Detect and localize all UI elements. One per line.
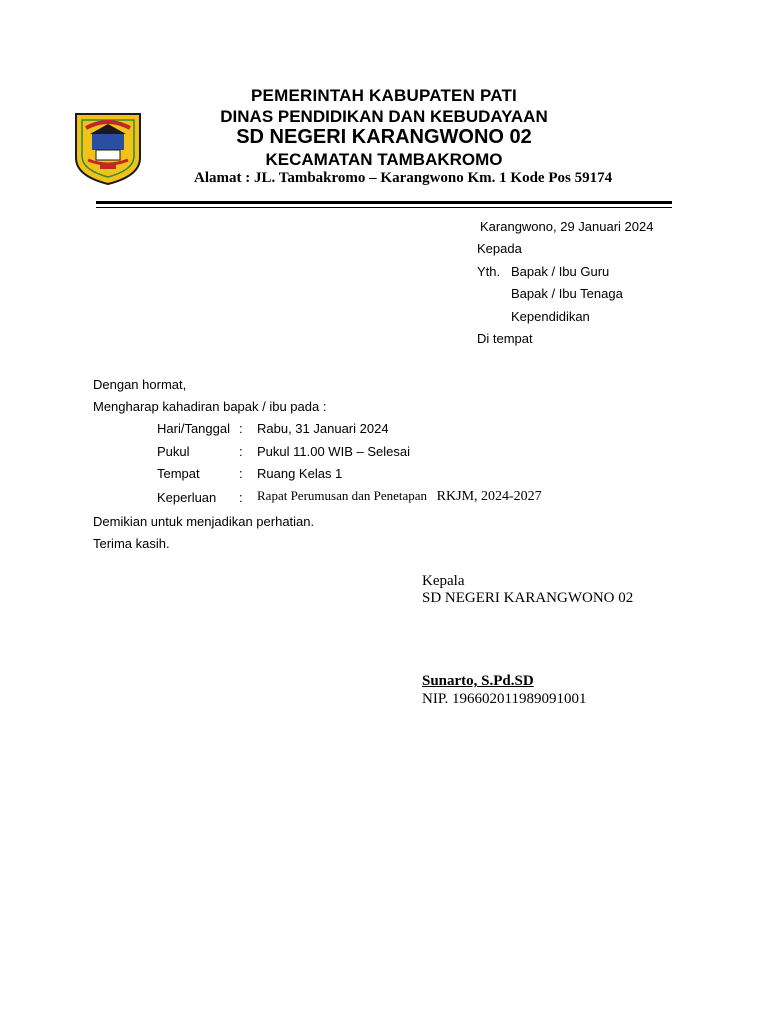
signature-name: Sunarto, S.Pd.SD — [422, 673, 534, 689]
signature-title: Kepala — [422, 573, 465, 589]
header-district: KECAMATAN TAMBAKROMO — [265, 150, 503, 169]
detail-label-date: Hari/Tanggal — [157, 421, 230, 436]
detail-sep-date: : — [239, 421, 243, 436]
intro-text: Mengharap kahadiran bapak / ibu pada : — [93, 399, 327, 414]
header-school-name: SD NEGERI KARANGWONO 02 — [236, 126, 532, 148]
closing-text: Demikian untuk menjadikan perhatian. — [93, 514, 315, 529]
purpose-rkjm: RKJM, 2024-2027 — [436, 489, 542, 504]
recipient-line2: Bapak / Ibu Tenaga — [511, 286, 623, 301]
detail-value-date: Rabu, 31 Januari 2024 — [257, 421, 389, 436]
detail-label-purpose: Keperluan — [157, 490, 217, 505]
detail-label-time: Pukul — [157, 444, 190, 459]
place-date: Karangwono, 29 Januari 2024 — [480, 219, 654, 234]
purpose-text: Rapat Perumusan dan Penetapan — [257, 488, 428, 503]
detail-value-place: Ruang Kelas 1 — [257, 466, 343, 481]
detail-label-place: Tempat — [157, 466, 200, 481]
recipient-di-tempat: Di tempat — [477, 331, 533, 346]
greeting: Dengan hormat, — [93, 377, 187, 392]
recipient-line1: Bapak / Ibu Guru — [511, 264, 610, 279]
header-divider-thick — [96, 201, 672, 204]
thanks-text: Terima kasih. — [93, 536, 170, 551]
signature-nip: NIP. 196602011989091001 — [422, 691, 587, 707]
detail-sep-purpose: : — [239, 490, 243, 505]
detail-value-purpose — [257, 488, 542, 505]
recipient-line3: Kependidikan — [511, 309, 590, 324]
header-government: PEMERINTAH KABUPATEN PATI — [251, 86, 517, 105]
recipient-yth: Yth. — [477, 264, 501, 279]
detail-sep-place: : — [239, 466, 243, 481]
header-department: DINAS PENDIDIKAN DAN KEBUDAYAAN — [220, 107, 548, 126]
signature-school: SD NEGERI KARANGWONO 02 — [422, 590, 634, 606]
header-divider-thin — [96, 207, 672, 208]
detail-sep-time: : — [239, 444, 243, 459]
header-address: Alamat : JL. Tambakromo – Karangwono Km. 1 Kode Pos 59174 — [194, 170, 613, 186]
detail-value-time: Pukul 11.00 WIB – Selesai — [257, 444, 410, 459]
recipient-kepada: Kepada — [477, 241, 522, 256]
